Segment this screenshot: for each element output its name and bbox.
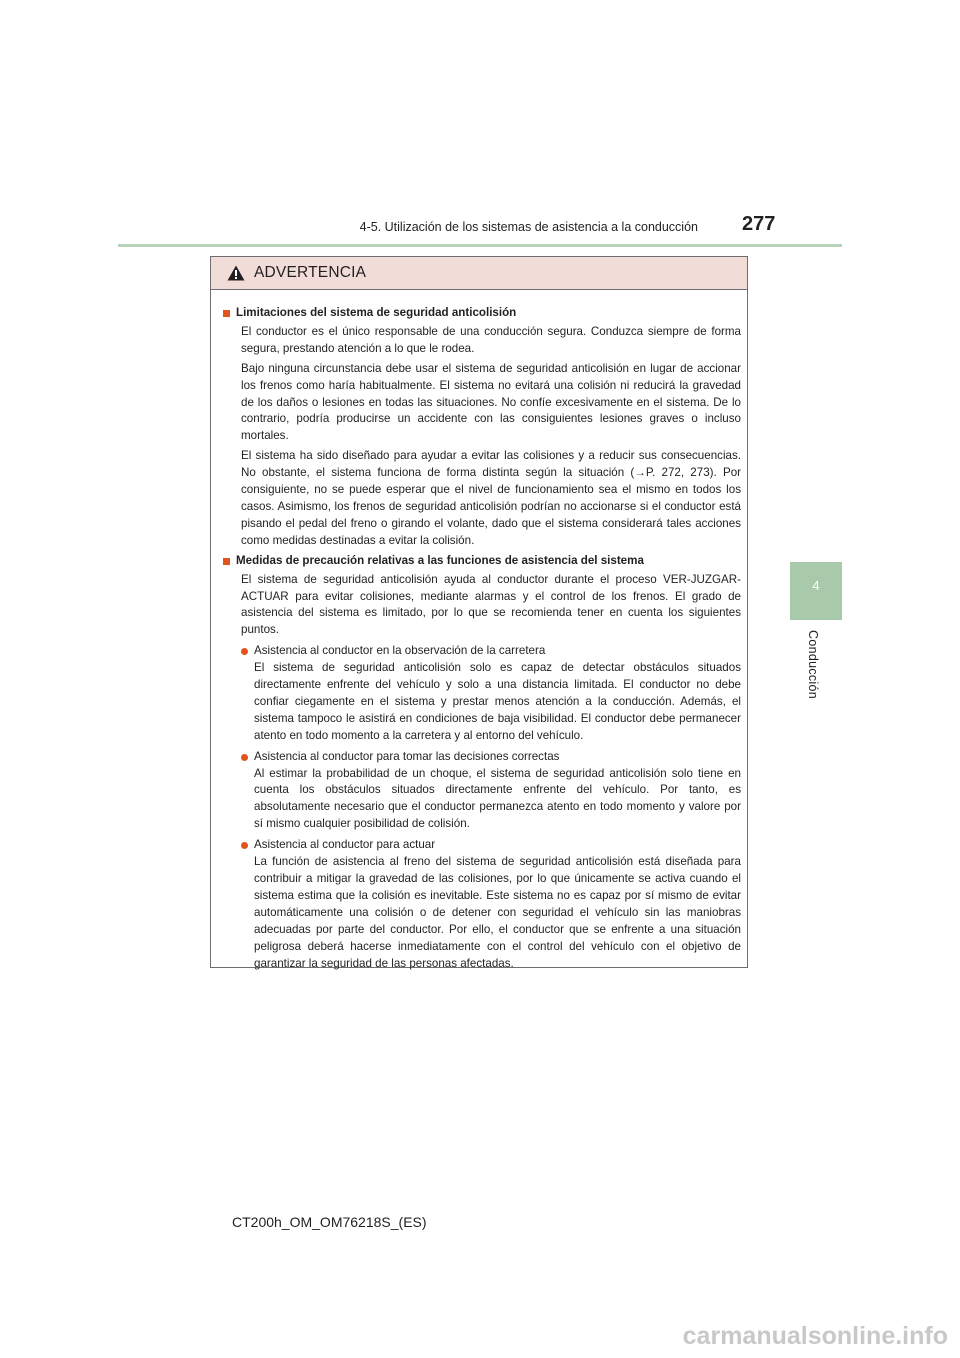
list-item xyxy=(241,837,741,972)
bullet-title: Asistencia al conductor para actuar xyxy=(254,838,436,852)
section-heading xyxy=(223,305,741,322)
watermark[interactable]: carmanualsonline.info xyxy=(682,1322,948,1350)
warning-body xyxy=(211,290,747,972)
section-heading xyxy=(223,553,741,570)
round-bullet-icon xyxy=(241,754,248,761)
chapter-tab[interactable] xyxy=(790,562,842,620)
bullet-title: Asistencia al conductor en la observación de la carretera xyxy=(254,644,546,658)
header-rule xyxy=(118,244,842,247)
paragraph: Bajo ninguna circunstancia debe usar el sistema de seguridad anticolisión en lugar de accionar los frenos como haría habitualmente. El sistema no evitará una colisión ni reducirá la gravedad de los daños o lesiones en todas las situaciones. No confíe excesivamente en el sistema. De lo contrario, podría producirse un accidente con las consiguientes lesiones graves o incluso mortales. xyxy=(241,361,741,443)
round-bullet-icon xyxy=(241,842,248,849)
warning-title: ADVERTENCIA xyxy=(254,264,367,281)
bullet-title: Asistencia al conductor para tomar las decisiones correctas xyxy=(254,749,560,763)
bullet-text: El sistema de seguridad anticolisión solo es capaz de detectar obstáculos situados directamente enfrente del vehículo y solo a una distancia limitada. El conductor no debe confiar ciegamente en el sistema y prestar menos atención a la conducción. Además, el sistema tampoco le asistirá en condiciones de baja visibilidad. El conductor debe permanecer atento en todo momento a la carretera y al entorno del vehículo. xyxy=(254,661,741,742)
bullet-text: Al estimar la probabilidad de un choque, el sistema de seguridad anticolisión solo tiene en cuenta los obstáculos situados directamente enfrente del vehículo. Por tanto, es absolutamente necesario que el conductor permanezca atento en todo momento y valore por sí mismo cualquier posibilidad de colisión. xyxy=(254,766,741,831)
bullet-text: La función de asistencia al freno del sistema de seguridad anticolisión está diseñada para contribuir a mitigar la gravedad de las colisiones, por lo que únicamente se activa cuando el sistema estima que la colisión es inevitable. Este sistema no es capaz por sí mismo de evitar automáticamente una colisión o de detener con seguridad el vehículo sin las maniobras adecuadas por parte del conductor. Por ello, el conductor que se enfrente a una situación peligrosa deberá hacerse inmediatamente con el control del vehículo con el objetivo de garantizar la seguridad de las personas afectadas. xyxy=(254,855,741,970)
square-bullet-icon xyxy=(223,558,230,565)
page-number: 277 xyxy=(742,213,776,235)
chapter-number: 4 xyxy=(812,578,820,593)
warning-header xyxy=(211,257,747,290)
paragraph: El conductor es el único responsable de una conducción segura. Conduzca siempre de forma segura, prestando atención a lo que le rodea. xyxy=(241,324,741,355)
document-code: CT200h_OM_OM76218S_(ES) xyxy=(232,1214,427,1230)
chapter-label: Conducción xyxy=(806,630,820,700)
section-title: 4-5. Utilización de los sistemas de asistencia a la conducción xyxy=(359,220,698,234)
list-item xyxy=(241,643,741,744)
section-heading-text: Limitaciones del sistema de seguridad anticolisión xyxy=(236,306,517,319)
square-bullet-icon xyxy=(223,310,230,317)
paragraph: El sistema de seguridad anticolisión ayuda al conductor durante el proceso VER-JUZGAR-ACTUAR para evitar colisiones, mediante alarmas y el control de los frenos. El grado de asistencia del sistema es limitado, por lo que se recomienda tener en cuenta los siguientes puntos. xyxy=(241,572,741,637)
round-bullet-icon xyxy=(241,648,248,655)
list-item xyxy=(241,749,741,834)
section-heading-text: Medidas de precaución relativas a las funciones de asistencia del sistema xyxy=(236,553,644,567)
warning-box xyxy=(210,256,748,968)
warning-triangle-icon xyxy=(227,265,245,281)
paragraph: El sistema ha sido diseñado para ayudar a evitar las colisiones y a reducir sus consecuencias. No obstante, el sistema funciona de forma distinta según la situación (→P. 272, 273). Por consiguiente, no se puede esperar que el nivel de funcionamiento sea el mismo en todos los casos. Asimismo, los frenos de seguridad anticolisión podrían no accionarse si el conductor está pisando el pedal del freno o girando el volante, dado que el sistema considerará tales acciones como medidas destinadas a evitar la colisión. xyxy=(241,449,741,547)
